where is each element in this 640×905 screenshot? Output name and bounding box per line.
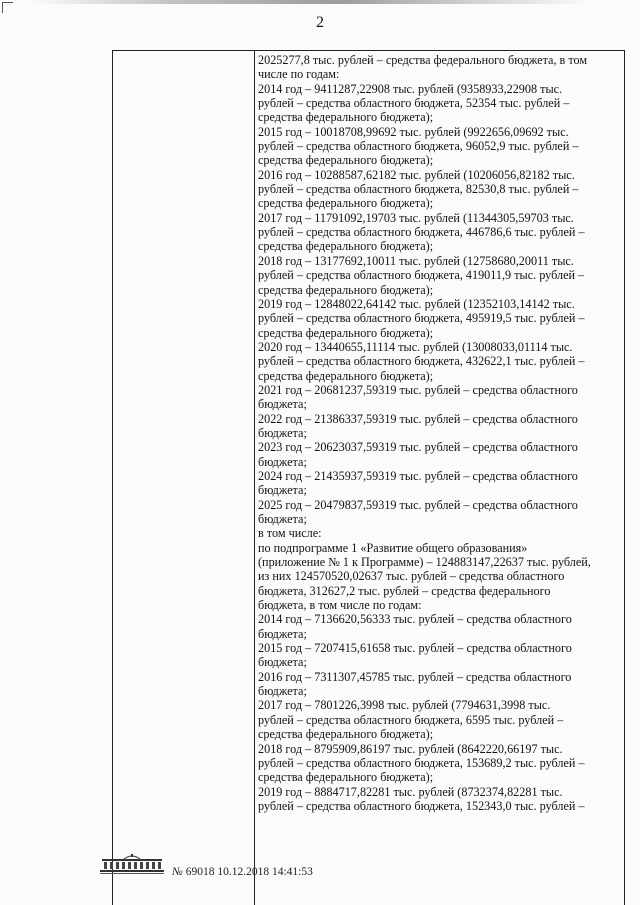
text-line: 2014 год – 9411287,22908 тыс. рублей (9358933,22908 тыс. xyxy=(258,81,563,96)
government-building-stamp-icon xyxy=(98,853,166,875)
text-line: рублей – средства областного бюджета, 419011,9 тыс. рублей – xyxy=(258,268,585,283)
corner-mark xyxy=(2,2,13,13)
text-line: 2024 год – 21435937,59319 тыс. рублей – средства областного xyxy=(258,468,578,483)
text-line: бюджета, в том числе по годам: xyxy=(258,598,422,613)
program-table xyxy=(112,50,625,905)
text-line: 2018 год – 13177692,10011 тыс. рублей (12758680,20011 тыс. xyxy=(258,253,574,268)
text-line: (приложение № 1 к Программе) – 124883147,22637 тыс. рублей, xyxy=(258,555,591,570)
text-line: средства федерального бюджета); xyxy=(258,325,434,340)
text-line: бюджета; xyxy=(258,626,307,641)
text-line: рублей – средства областного бюджета, 446786,6 тыс. рублей – xyxy=(258,225,585,240)
text-line: 2018 год – 8795909,86197 тыс. рублей (8642220,66197 тыс. xyxy=(258,741,563,756)
text-line: рублей – средства областного бюджета, 96052,9 тыс. рублей – xyxy=(258,139,579,154)
text-line: средства федерального бюджета); xyxy=(258,770,434,785)
text-line: бюджета, 312627,2 тыс. рублей – средства федерального xyxy=(258,583,551,598)
text-line: 2014 год – 7136620,56333 тыс. рублей – средства областного xyxy=(258,612,572,627)
text-line: рублей – средства областного бюджета, 152343,0 тыс. рублей – xyxy=(258,798,585,813)
scan-artifact xyxy=(30,0,590,4)
text-line: средства федерального бюджета); xyxy=(258,239,434,254)
text-line: средства федерального бюджета); xyxy=(258,110,434,125)
text-line: 2017 год – 7801226,3998 тыс. рублей (7794631,3998 тыс. xyxy=(258,698,551,713)
text-line: 2015 год – 7207415,61658 тыс. рублей – средства областного xyxy=(258,641,572,656)
text-line: 2025277,8 тыс. рублей – средства федерального бюджета, в том xyxy=(258,53,588,67)
reg-date: 10.12.2018 14:41:53 xyxy=(217,866,313,878)
text-line: бюджета; xyxy=(258,397,307,412)
text-line: рублей – средства областного бюджета, 432622,1 тыс. рублей – xyxy=(258,354,585,369)
text-line: бюджета; xyxy=(258,454,307,469)
text-line: бюджета; xyxy=(258,655,307,670)
text-line: рублей – средства областного бюджета, 495919,5 тыс. рублей – xyxy=(258,311,585,326)
text-line: средства федерального бюджета); xyxy=(258,282,434,297)
text-line: рублей – средства областного бюджета, 52354 тыс. рублей – xyxy=(258,96,570,111)
text-line: средства федерального бюджета); xyxy=(258,153,434,168)
text-line: по подпрограмме 1 «Развитие общего образования» xyxy=(258,540,528,555)
reg-number-sign: № xyxy=(172,866,183,878)
column-divider xyxy=(254,51,255,905)
text-line: 2021 год – 20681237,59319 тыс. рублей – средства областного xyxy=(258,382,578,397)
text-line: 2020 год – 13440655,11114 тыс. рублей (13008033,01114 тыс. xyxy=(258,339,573,354)
text-line: 2025 год – 20479837,59319 тыс. рублей – средства областного xyxy=(258,497,578,512)
text-line: средства федерального бюджета); xyxy=(258,368,434,383)
text-line: средства федерального бюджета); xyxy=(258,196,434,211)
text-line: бюджета; xyxy=(258,483,307,498)
text-line: 2016 год – 7311307,45785 тыс. рублей – средства областного xyxy=(258,669,572,684)
text-line: 2017 год – 11791092,19703 тыс. рублей (11344305,59703 тыс. xyxy=(258,210,574,225)
registration-footer xyxy=(172,866,313,878)
text-line: бюджета; xyxy=(258,512,307,526)
text-line: рублей – средства областного бюджета, 6595 тыс. рублей – xyxy=(258,712,564,727)
text-line: из них 124570520,02637 тыс. рублей – средства областного xyxy=(258,569,565,584)
text-line: в том числе: xyxy=(258,526,322,541)
text-line: 2023 год – 20623037,59319 тыс. рублей – средства областного xyxy=(258,440,578,455)
text-line: рублей – средства областного бюджета, 82530,8 тыс. рублей – xyxy=(258,182,579,197)
text-line: бюджета; xyxy=(258,684,307,699)
page-number: 2 xyxy=(316,14,324,31)
text-line: средства федерального бюджета); xyxy=(258,727,434,742)
text-line: 2022 год – 21386337,59319 тыс. рублей – средства областного xyxy=(258,411,578,426)
text-line: рублей – средства областного бюджета, 153689,2 тыс. рублей – xyxy=(258,755,585,770)
text-line: 2015 год – 10018708,99692 тыс. рублей (9922656,09692 тыс. xyxy=(258,124,569,139)
text-line: числе по годам: xyxy=(258,67,340,82)
text-line: 2019 год – 12848022,64142 тыс. рублей (12352103,14142 тыс. xyxy=(258,296,575,311)
text-line: 2016 год – 10288587,62182 тыс. рублей (10206056,82182 тыс. xyxy=(258,167,575,182)
funding-cell xyxy=(258,53,618,813)
text-line: бюджета; xyxy=(258,425,307,440)
text-line: 2019 год – 8884717,82281 тыс. рублей (8732374,82281 тыс. xyxy=(258,784,563,799)
reg-number: 69018 xyxy=(185,866,215,878)
